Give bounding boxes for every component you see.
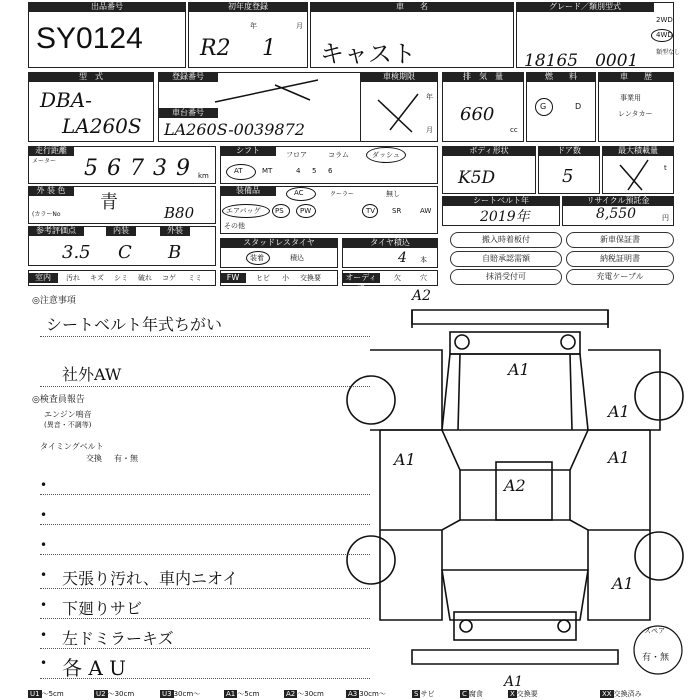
seatbelt-label: シートベルト年 [442, 196, 560, 206]
model-line2: LA260S [62, 114, 142, 138]
legend-val: サビ [420, 690, 435, 698]
tire-unit: 本 [420, 256, 427, 264]
color-no-value: B80 [164, 204, 195, 222]
legend-9 [600, 689, 642, 700]
history-rental: レンタカー [618, 110, 653, 118]
legend-6 [412, 689, 434, 700]
legend-val: 交換要 [516, 690, 538, 698]
bullet-2: • [40, 508, 48, 522]
shift-gear-6: 6 [328, 167, 333, 175]
legend-1 [94, 689, 134, 700]
legend-key: C [462, 690, 467, 698]
shift-label: シフト [220, 146, 276, 156]
legend-key: A2 [286, 690, 296, 698]
bullet-1: • [40, 478, 48, 492]
legend-5 [346, 689, 386, 700]
score-label: 参考評価点 [28, 226, 84, 236]
drive-2wd: 2WD [656, 16, 673, 24]
diagram-label-front: A2 [412, 288, 432, 304]
shift-dash: ダッシュ [372, 151, 400, 159]
diagram-label-right-rear: A1 [612, 574, 634, 593]
model-label: 型 式 [28, 72, 154, 82]
fw-label: FW [220, 273, 246, 283]
capacity-unit: t [664, 164, 667, 172]
interior-cond-4: コゲ [162, 274, 176, 282]
diagram-label-right: A1 [608, 448, 630, 467]
diagram-label-right-front: A1 [608, 402, 630, 421]
fuel-g: G [540, 102, 547, 111]
shift-gear-5: 5 [312, 167, 317, 175]
car-name-label: 車 名 [310, 2, 514, 12]
lot-number: SY0124 [36, 22, 143, 55]
legend-key: S [414, 690, 419, 698]
shift-at: AT [234, 167, 243, 175]
timing-label: タイミングベルト [40, 442, 104, 451]
equip-sr: SR [392, 207, 402, 215]
seatbelt-value: 2019年 [480, 209, 530, 225]
grade-label: グレード／類別型式 [516, 2, 654, 12]
reg-label: 登録番号 [158, 72, 218, 82]
report-rule-7 [40, 678, 370, 679]
mileage-label: 走行距離 [28, 146, 74, 156]
model-line1: DBA- [40, 88, 92, 112]
color-no-label: (カラーNo [32, 211, 61, 218]
doc-pill-2: 抹消受付可 [450, 269, 562, 285]
exterior-value: B [168, 242, 182, 263]
report-rule-1 [40, 494, 370, 495]
report-line-2: 下廻りサビ [62, 599, 143, 618]
score-value: 3.5 [62, 242, 91, 263]
caution-line1: シートベルト年式ちがい [46, 315, 223, 334]
bullet-4: • [40, 568, 48, 582]
caution-rule2 [40, 386, 370, 387]
fw-item-1: 小 [282, 274, 289, 282]
engine-label: エンジン鳴音 [44, 410, 92, 419]
diagram-label-hood: A1 [508, 360, 530, 379]
doors-label: ドア数 [538, 146, 600, 156]
spare-label: スペア [644, 627, 665, 635]
legend-7 [460, 689, 483, 700]
report-rule-2 [40, 524, 370, 525]
bullet-7: • [40, 656, 48, 670]
equip-cooler: クーラー [330, 191, 355, 198]
history-business: 事業用 [620, 94, 641, 102]
report-rule-3 [40, 554, 370, 555]
report-line-4: 各 A U [62, 656, 127, 680]
legend-val: 腐食 [468, 690, 483, 698]
bullet-5: • [40, 598, 48, 612]
spare-opts: 有・無 [642, 653, 670, 663]
tire-load-value: 4 [398, 250, 407, 266]
cc-unit: cc [510, 126, 518, 134]
diagram-label-roof: A2 [504, 476, 526, 495]
doc2-pill-1: 納税証明書 [566, 251, 674, 267]
legend-key: X [510, 690, 515, 698]
interior-cond-label: 室内 [28, 273, 58, 283]
legend-val: 〜5cm [41, 690, 64, 698]
legend-val: 30cm〜 [173, 690, 201, 698]
inspection-year: 年 [426, 93, 433, 101]
drive-none: 類型なし [656, 49, 681, 56]
inspection-label: 車検期限 [360, 72, 438, 82]
first-reg-label: 初年度登録 [188, 2, 308, 12]
equip-tv: TV [366, 207, 376, 215]
interior-cond-1: キズ [90, 274, 104, 282]
legend-8 [508, 689, 538, 700]
body-value: K5D [458, 168, 496, 188]
yen-unit: 円 [662, 214, 669, 222]
first-reg-year-unit: 年 [250, 22, 257, 30]
meter-label: メーター [32, 158, 57, 165]
capacity-label: 最大積載量 [602, 146, 674, 156]
diagram-label-rear: A1 [504, 674, 524, 690]
lot-label: 出品番号 [28, 2, 186, 12]
equip-airbag: エアバッグ [226, 207, 261, 215]
chassis-label: 車台番号 [158, 108, 218, 118]
doc2-pill-2: 充電ケーブル [566, 269, 674, 285]
legend-val: 30cm〜 [359, 690, 386, 698]
legend-key: U2 [96, 690, 106, 698]
displacement-value: 660 [460, 104, 495, 125]
legend-key: U3 [162, 690, 172, 698]
equip-ac: AC [294, 189, 304, 197]
interior-value: C [118, 242, 132, 263]
bullet-6: • [40, 628, 48, 642]
shift-floor: フロア [286, 151, 307, 159]
tire-load-label: タイヤ積込 [342, 238, 438, 248]
equip-label: 装備品 [220, 186, 276, 196]
equip-other: その他 [224, 222, 245, 230]
mileage-value: 56739 [84, 156, 199, 181]
legend-key: A1 [226, 690, 236, 698]
caution-label: ◎注意事項 [32, 296, 76, 306]
km-unit: km [198, 172, 209, 180]
fw-item-0: ヒビ [256, 274, 270, 282]
diagram-label-left: A1 [394, 450, 416, 469]
color-value: 青 [100, 192, 118, 213]
legend-0 [28, 689, 64, 700]
displacement-label: 排 気 量 [442, 72, 524, 82]
inspection-month: 月 [426, 126, 433, 134]
fuel-label: 燃 料 [526, 72, 596, 82]
legend-4 [284, 689, 324, 700]
color-label: 外 装 色 [28, 186, 74, 196]
doc-pill-1: 自賠承認需額 [450, 251, 562, 267]
fuel-d: D [575, 102, 582, 111]
audio-item-0: 欠 [394, 274, 401, 282]
studless-load: 積込 [290, 254, 304, 262]
equip-ps: PS [275, 207, 284, 215]
report-line-3: 左ドミラーキズ [62, 629, 174, 648]
audio-label: オーディオ [342, 273, 380, 283]
interior-cond-5: ミミ [188, 274, 202, 282]
shift-gear-4: 4 [296, 167, 301, 175]
report-rule-4 [40, 588, 370, 589]
car-name: キャスト [320, 40, 416, 68]
legend-3 [224, 689, 259, 700]
studless-on: 装着 [250, 254, 264, 262]
report-rule-6 [40, 648, 370, 649]
first-reg-month-unit: 月 [296, 22, 303, 30]
legend-val: 〜5cm [237, 690, 260, 698]
studless-label: スタッドレスタイヤ [220, 238, 338, 248]
doc2-pill-0: 新車保証書 [566, 232, 674, 248]
first-reg-year: R2 [200, 36, 231, 61]
legend-key: A3 [348, 690, 358, 698]
report-rule-5 [40, 618, 370, 619]
drive-4wd: 4WD [656, 31, 673, 39]
exterior-label: 外装 [160, 226, 190, 236]
first-reg-month: 1 [262, 36, 276, 61]
shift-column: コラム [328, 151, 349, 159]
legend-val: 〜30cm [297, 690, 324, 698]
equip-none: 無し [386, 190, 400, 198]
interior-label: 内装 [106, 226, 136, 236]
doors-value: 5 [562, 166, 574, 187]
interior-cond-0: 汚れ [66, 274, 80, 282]
recycle-value: 8,550 [596, 206, 637, 222]
timing-opts: 有・無 [114, 454, 138, 463]
legend-2 [160, 689, 200, 700]
interior-cond-2: シミ [114, 274, 128, 282]
legend-val: 〜30cm [107, 690, 135, 698]
engine-sub: (異音・不調等) [44, 421, 92, 429]
chassis-value: LA260S-0039872 [164, 120, 305, 139]
equip-aw: AW [420, 207, 432, 215]
inspector-label: ◎検査員報告 [32, 395, 85, 405]
fw-item-2: 交換要 [300, 274, 321, 282]
grade-value: 18165 0001 [524, 51, 639, 71]
bullet-3: • [40, 538, 48, 552]
doc-pill-0: 搬入時着板付 [450, 232, 562, 248]
timing-exchange: 交換 [86, 454, 102, 463]
report-line-1: 天張り汚れ、車内ニオイ [62, 569, 239, 588]
interior-cond-3: 破れ [138, 274, 152, 282]
recycle-label: リサイクル預託金 [562, 196, 674, 206]
caution-line2: 社外AW [62, 365, 122, 384]
legend-key: U1 [30, 690, 40, 698]
history-label: 車 歴 [598, 72, 674, 82]
handwriting-overlay [0, 0, 700, 300]
shift-mt: MT [262, 167, 273, 175]
legend-key: XX [602, 690, 612, 698]
legend-val: 交換済み [613, 690, 642, 698]
equip-pw: PW [300, 207, 312, 215]
caution-rule1 [40, 336, 370, 337]
body-label: ボディ形状 [442, 146, 536, 156]
audio-item-1: 穴 [420, 274, 427, 282]
